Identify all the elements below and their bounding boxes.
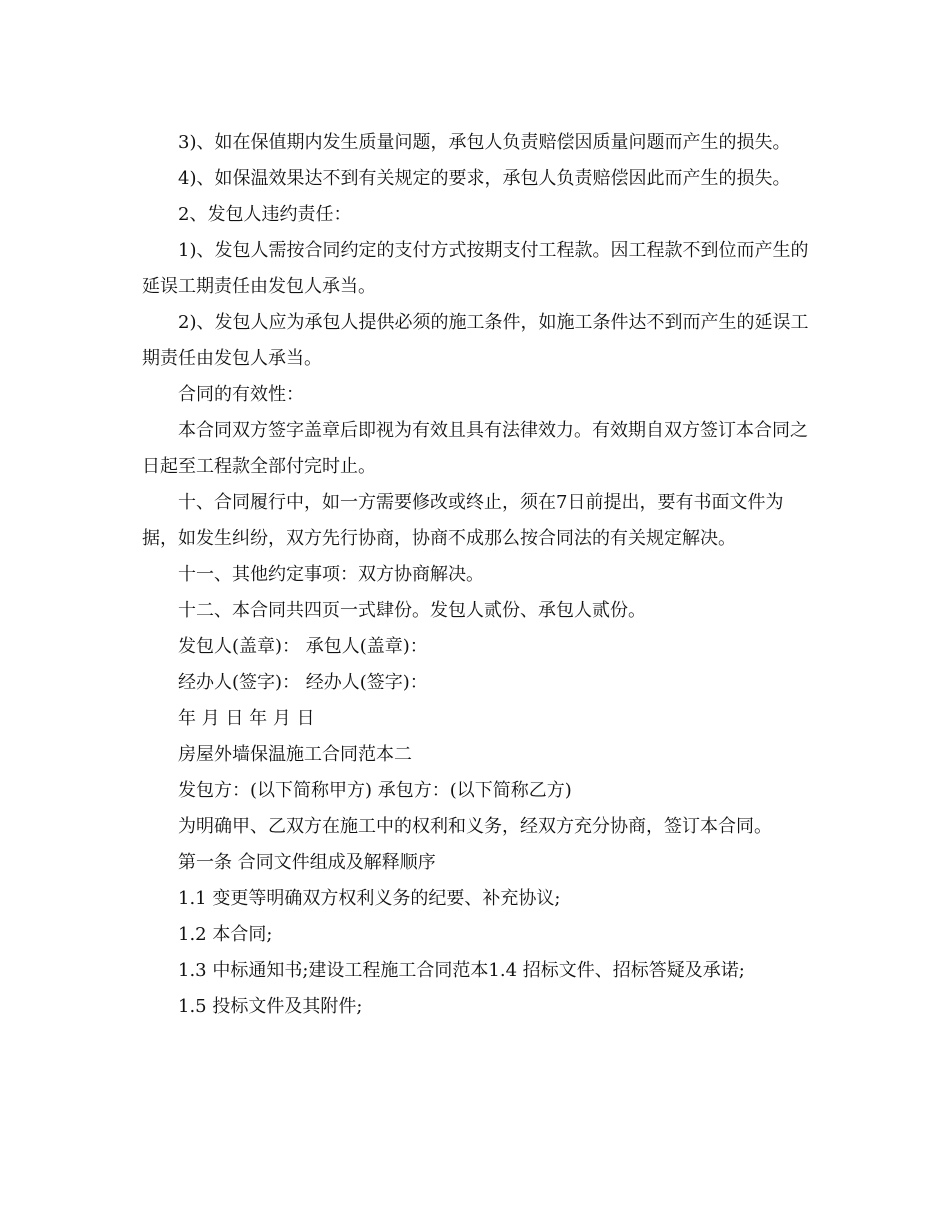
paragraph-clause-11: 十一、其他约定事项：双方协商解决。 [178, 564, 484, 585]
paragraph-item-1-3: 1.3 中标通知书;建设工程施工合同范本1.4 招标文件、招标答疑及承诺; [178, 960, 745, 981]
paragraph-employer-liability-heading: 2、发包人违约责任： [178, 204, 352, 225]
paragraph-template-two-title: 房屋外墙保温施工合同范本二 [178, 744, 412, 765]
paragraph-clause-3-quality-loss: 3)、如在保值期内发生质量问题，承包人负责赔偿因质量问题而产生的损失。 [178, 132, 791, 153]
signature-stamp-line: 发包人(盖章)： 承包人(盖章)： [178, 636, 428, 657]
paragraph-validity-text: 本合同双方签字盖章后即视为有效且具有法律效力。有效期自双方签订本合同之日起至工程款全部付完时止。 [142, 420, 808, 477]
paragraph-validity-heading: 合同的有效性： [178, 384, 304, 405]
paragraph-item-1-1: 1.1 变更等明确双方权利义务的纪要、补充协议; [178, 888, 561, 909]
paragraph-item-1-5: 1.5 投标文件及其附件; [178, 996, 363, 1017]
paragraph-article-1-heading: 第一条 合同文件组成及解释顺序 [178, 852, 436, 873]
paragraph-purpose: 为明确甲、乙双方在施工中的权利和义务，经双方充分协商，签订本合同。 [178, 816, 772, 837]
paragraph-employer-conditions: 2)、发包人应为承包人提供必须的施工条件，如施工条件达不到而产生的延误工期责任由发包人承当。 [142, 312, 809, 369]
paragraph-item-1-2: 1.2 本合同; [178, 924, 273, 945]
document-body [142, 125, 812, 1025]
paragraph-parties: 发包方：(以下简称甲方) 承包方：(以下简称乙方) [178, 780, 572, 801]
paragraph-clause-4-insulation-loss: 4)、如保温效果达不到有关规定的要求，承包人负责赔偿因此而产生的损失。 [178, 168, 791, 189]
paragraph-employer-payment: 1)、发包人需按合同约定的支付方式按期支付工程款。因工程款不到位而产生的延误工期责任由发包人承当。 [142, 240, 809, 297]
signature-signer-line: 经办人(签字)： 经办人(签字)： [178, 672, 428, 693]
signature-date-line: 年 月 日 年 月 日 [178, 708, 315, 729]
paragraph-clause-10: 十、合同履行中，如一方需要修改或终止，须在7日前提出，要有书面文件为据，如发生纠纷，双方先行协商，协商不成那么按合同法的有关规定解决。 [142, 492, 784, 549]
paragraph-clause-12: 十二、本合同共四页一式肆份。发包人贰份、承包人贰份。 [178, 600, 646, 621]
